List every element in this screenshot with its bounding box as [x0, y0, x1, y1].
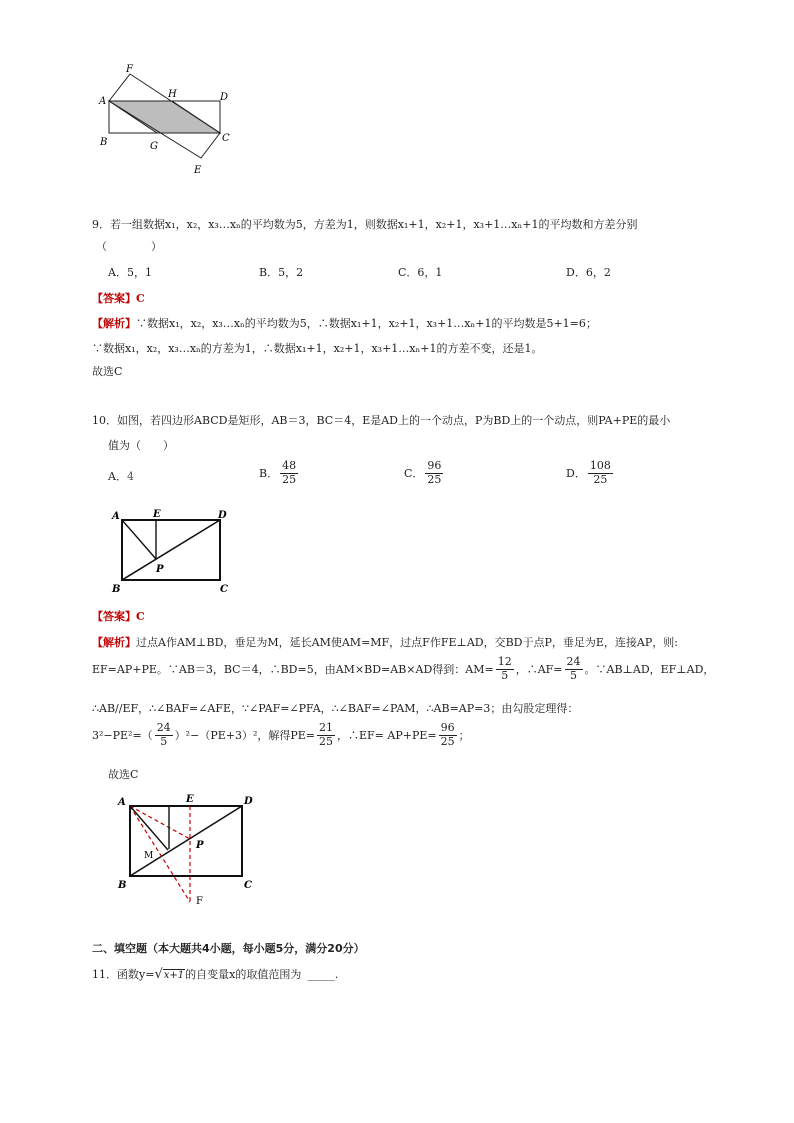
- option-letter: B．: [259, 467, 279, 481]
- text: 。∵AB⊥AD，EF⊥AD，: [584, 663, 715, 677]
- denominator: 25: [427, 472, 442, 486]
- option-letter: C．: [404, 467, 424, 481]
- figure-parallelogram: [92, 62, 242, 182]
- answer-blank: _____: [307, 968, 335, 981]
- numerator: 48: [282, 459, 297, 472]
- label-d: D: [218, 510, 227, 521]
- q10-analysis-2: [92, 656, 714, 682]
- text: .: [334, 968, 339, 981]
- segment-ap: [122, 520, 156, 559]
- q9-answer: [92, 290, 145, 306]
- numerator: 24: [566, 655, 581, 668]
- label-b: B: [112, 584, 121, 595]
- sqrt-sign: √: [154, 967, 163, 982]
- numerator: 96: [427, 459, 442, 472]
- label-a: A: [118, 797, 126, 808]
- radicand: x+1: [163, 970, 185, 981]
- q9-stem: 9．若一组数据x₁，x₂，x₃…xₙ的平均数为5，方差为1，则数据x₁+1，x₂+1，x₃+1…xₙ+1的平均数和方差分别: [92, 218, 638, 231]
- q10-option-b: [259, 460, 300, 486]
- q9-conclusion: 故选C: [92, 365, 123, 378]
- fraction: [439, 722, 457, 748]
- numerator: 108: [589, 459, 611, 472]
- label-g: G: [150, 141, 158, 152]
- numerator: 24: [156, 721, 171, 734]
- text: ；: [458, 729, 470, 743]
- denominator: 25: [282, 472, 297, 486]
- q10-answer: [92, 608, 145, 624]
- label-e: E: [194, 165, 202, 176]
- diagonal-bd: [130, 806, 242, 876]
- q10-analysis-4: [92, 722, 470, 748]
- analysis-text: ∵数据x₁，x₂，x₃…xₙ的平均数为5，∴数据x₁+1，x₂+1，x₃+1…xₙ+1的平均数是5+1=6；: [136, 317, 597, 330]
- answer-tag: 【答案】: [92, 610, 136, 623]
- denominator: 5: [160, 734, 168, 748]
- fraction: [565, 656, 583, 682]
- q10-analysis-1: [92, 634, 678, 650]
- q10-option-d: [566, 460, 615, 486]
- fraction: [496, 656, 514, 682]
- segment-am-f: [130, 806, 190, 902]
- figure-solution-q10: [112, 790, 262, 906]
- numerator: 21: [319, 721, 334, 734]
- section-title: 二、填空题（本大题共4小题，每小题5分，满分20分）: [92, 942, 365, 955]
- option-letter: A．: [108, 470, 127, 483]
- option-letter: D．: [566, 467, 586, 481]
- label-c: C: [222, 133, 230, 144]
- text: 的自变量x的取值范围为: [185, 968, 302, 981]
- q9-option-a: A．5，1: [108, 266, 152, 279]
- label-m: M: [144, 851, 154, 861]
- label-d: D: [220, 92, 229, 103]
- q9-option-b: B．5，2: [259, 266, 304, 279]
- denominator: 25: [319, 734, 334, 748]
- label-a: A: [99, 96, 107, 107]
- option-fraction: [425, 460, 443, 486]
- option-fraction: [588, 460, 613, 486]
- label-h: H: [168, 89, 177, 100]
- text: 3²−PE²=（: [92, 729, 153, 743]
- label-f: F: [196, 896, 203, 906]
- answer-value: C: [136, 610, 145, 623]
- denominator: 5: [501, 668, 509, 682]
- q10-option-c: [404, 460, 445, 486]
- label-b: B: [100, 137, 108, 148]
- text: ）²−（PE+3）²，解得PE=: [174, 729, 316, 743]
- denominator: 25: [593, 472, 608, 486]
- label-c: C: [244, 880, 252, 891]
- label-p: P: [196, 840, 204, 851]
- q9-analysis-2: ∵数据x₁，x₂，x₃…xₙ的方差为1，∴数据x₁+1，x₂+1，x₃+1…xₙ+1的方差不变，还是1。: [92, 342, 543, 355]
- numerator: 12: [497, 655, 512, 668]
- denominator: 25: [440, 734, 455, 748]
- q9-option-c: C．6，1: [398, 266, 443, 279]
- q10-conclusion: 故选C: [108, 768, 139, 781]
- text: 11．函数y=: [92, 968, 155, 981]
- diagonal-bd: [122, 520, 220, 580]
- shaded-parallelogram: [109, 101, 220, 133]
- fraction: [317, 722, 335, 748]
- label-e: E: [186, 794, 194, 805]
- label-a: A: [112, 511, 120, 522]
- q9-paren: （ ）: [96, 240, 162, 253]
- segment-am: [130, 806, 168, 850]
- analysis-tag: 【解析】: [92, 636, 136, 649]
- label-d: D: [244, 796, 253, 807]
- answer-tag: 【答案】: [92, 292, 136, 305]
- label-f: F: [126, 64, 133, 75]
- option-value: 4: [126, 470, 134, 483]
- analysis-text: 过点A作AM⊥BD，垂足为M，延长AM使AM=MF，过点F作FE⊥AD，交BD于点P，垂足为E，连接AP，则:: [136, 636, 678, 649]
- q10-stem-1: 10．如图，若四边形ABCD是矩形，AB＝3，BC＝4，E是AD上的一个动点，P为BD上的一个动点，则PA+PE的最小: [92, 414, 671, 427]
- label-p: P: [156, 564, 164, 575]
- text: EF=AP+PE。∵AB＝3，BC＝4，∴BD=5，由AM×BD=AB×AD得到：AM=: [92, 663, 494, 677]
- text: ，∴EF= AP+PE=: [337, 729, 437, 743]
- numerator: 96: [440, 721, 455, 734]
- q9-analysis-1: [92, 315, 597, 331]
- label-b: B: [118, 880, 127, 891]
- q10-analysis-3: ∴AB//EF，∴∠BAF=∠AFE，∵∠PAF=∠PFA，∴∠BAF=∠PAM，∴AB=AP=3；由勾股定理得：: [92, 702, 579, 715]
- fraction: [155, 722, 173, 748]
- text: ，∴AF=: [515, 663, 563, 677]
- q10-stem-2: 值为（ ）: [108, 439, 174, 452]
- analysis-tag: 【解析】: [92, 317, 136, 330]
- segment-ap: [130, 806, 190, 839]
- option-fraction: [280, 460, 298, 486]
- q11-stem: [92, 966, 338, 982]
- figure-rectangle-q10: [108, 506, 238, 596]
- answer-value: C: [136, 292, 145, 305]
- denominator: 5: [570, 668, 577, 682]
- label-e: E: [153, 509, 161, 520]
- q10-option-a: [108, 468, 134, 484]
- label-c: C: [220, 584, 228, 595]
- q9-option-d: D．6，2: [566, 266, 611, 279]
